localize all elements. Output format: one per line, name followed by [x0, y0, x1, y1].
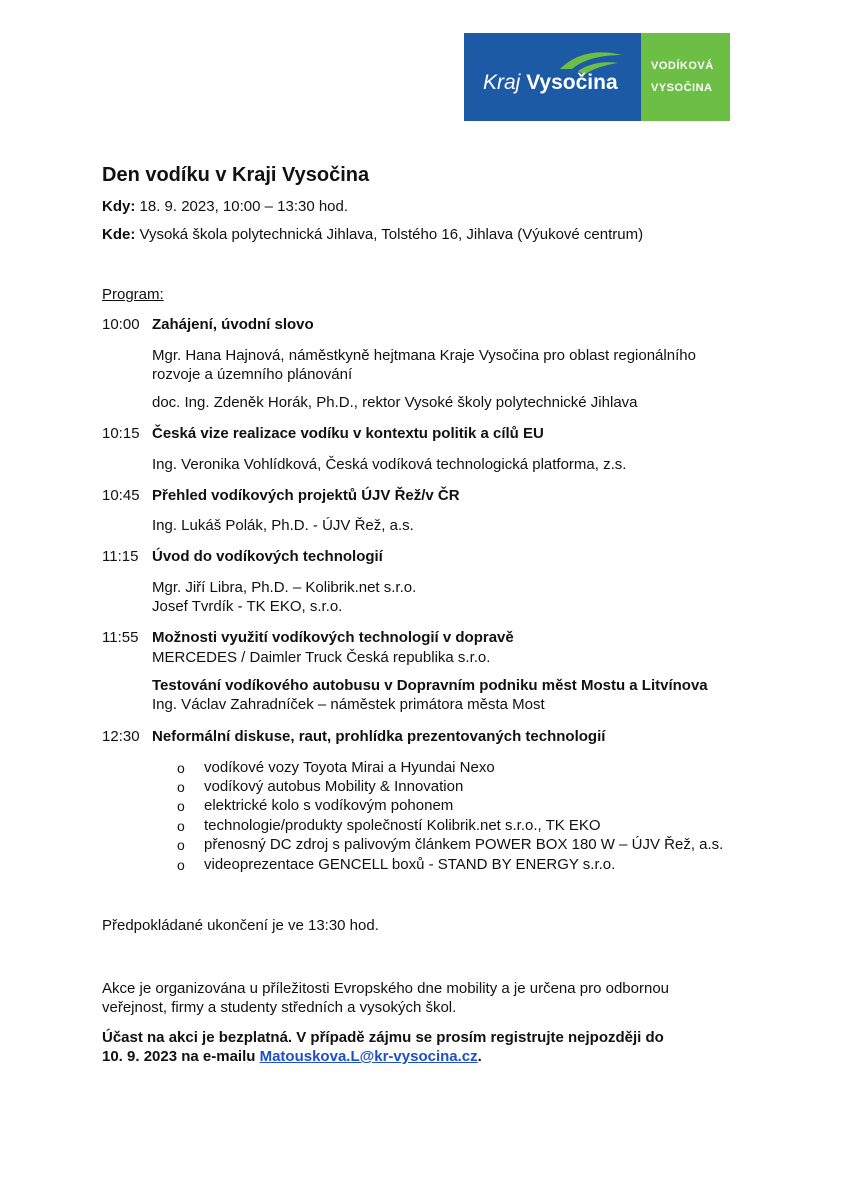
- program-speaker: Ing. Veronika Vohlídková, Česká vodíková technologická platforma, z.s.: [152, 456, 627, 473]
- program-speaker: Mgr. Jiří Libra, Ph.D. – Kolibrik.net s.r.o.: [152, 579, 417, 596]
- bullet-icon: o: [177, 760, 185, 776]
- where-value: Vysoká škola polytechnická Jihlava, Tolstého 16, Jihlava (Výukové centrum): [139, 226, 644, 243]
- bullet-icon: o: [177, 798, 185, 814]
- bullet-icon: o: [177, 818, 185, 834]
- program-time: 11:55: [102, 629, 139, 646]
- list-item: přenosný DC zdroj s palivovým článkem POWER BOX 180 W – ÚJV Řež, a.s.: [204, 836, 724, 853]
- program-title: Přehled vodíkových projektů ÚJV Řež/v ČR: [152, 487, 460, 504]
- list-item: videoprezentace GENCELL boxů - STAND BY ENERGY s.r.o.: [204, 856, 616, 873]
- program-title: Úvod do vodíkových technologií: [152, 548, 383, 565]
- list-item: technologie/produkty společností Kolibrik.net s.r.o., TK EKO: [204, 817, 601, 834]
- list-item: vodíkový autobus Mobility & Innovation: [204, 778, 464, 795]
- program-speaker: Mgr. Hana Hajnová, náměstkyně hejtmana Kraje Vysočina pro oblast regionálního: [152, 347, 696, 364]
- program-title: Česká vize realizace vodíku v kontextu politik a cílů EU: [152, 425, 544, 442]
- program-speaker: Ing. Lukáš Polák, Ph.D. - ÚJV Řež, a.s.: [152, 517, 414, 534]
- when-line: [102, 198, 348, 215]
- program-subtitle: Testování vodíkového autobusu v Dopravním podniku měst Mostu a Litvínova: [152, 677, 708, 694]
- logo-text: [483, 71, 618, 95]
- program-title: Možnosti využití vodíkových technologií v dopravě: [152, 629, 514, 646]
- program-time: 12:30: [102, 728, 140, 745]
- program-time: 10:45: [102, 487, 140, 504]
- program-speaker: MERCEDES / Daimler Truck Česká republika s.r.o.: [152, 649, 491, 666]
- program-time: 10:15: [102, 425, 140, 442]
- list-item: elektrické kolo s vodíkovým pohonem: [204, 797, 454, 814]
- email-link[interactable]: Matouskova.L@kr-vysocina.cz: [259, 1048, 478, 1065]
- logo-vysocina: Vysočina: [526, 71, 618, 94]
- logo-kraj-vysocina: [464, 33, 641, 121]
- registration-line: Účast na akci je bezplatná. V případě zájmu se prosím registrujte nejpozději do: [102, 1029, 664, 1046]
- bullet-icon: o: [177, 857, 185, 873]
- registration-line: [102, 1048, 482, 1065]
- logo-kraj: Kraj: [483, 71, 521, 94]
- program-time: 11:15: [102, 548, 139, 565]
- footer-paragraph-line: veřejnost, firmy a studenty středních a vysokých škol.: [102, 999, 457, 1016]
- where-line: [102, 226, 643, 243]
- where-label: Kde:: [102, 226, 136, 243]
- logo-badge-line2: VYSOČINA: [651, 82, 713, 94]
- registration-suffix: .: [477, 1048, 482, 1065]
- logo-badge: [641, 33, 730, 121]
- program-speaker: doc. Ing. Zdeněk Horák, Ph.D., rektor Vysoké školy polytechnické Jihlava: [152, 394, 638, 411]
- program-title: Neformální diskuse, raut, prohlídka prezentovaných technologií: [152, 728, 606, 745]
- registration-prefix: 10. 9. 2023 na e-mailu: [102, 1048, 256, 1065]
- program-speaker: rozvoje a územního plánování: [152, 366, 353, 383]
- program-time: 10:00: [102, 316, 140, 333]
- logo: [464, 33, 730, 121]
- program-title: Zahájení, úvodní slovo: [152, 316, 314, 333]
- end-note: Předpokládané ukončení je ve 13:30 hod.: [102, 917, 379, 934]
- program-label: Program:: [102, 286, 164, 303]
- bullet-icon: o: [177, 779, 185, 795]
- page-title: Den vodíku v Kraji Vysočina: [102, 164, 370, 186]
- program-speaker: Ing. Václav Zahradníček – náměstek primátora města Most: [152, 696, 545, 713]
- footer-paragraph-line: Akce je organizována u příležitosti Evropského dne mobility a je určena pro odbornou: [102, 980, 669, 997]
- program-speaker: Josef Tvrdík - TK EKO, s.r.o.: [152, 598, 343, 615]
- list-item: vodíkové vozy Toyota Mirai a Hyundai Nexo: [204, 759, 495, 776]
- when-value: 18. 9. 2023, 10:00 – 13:30 hod.: [139, 198, 349, 215]
- bullet-icon: o: [177, 837, 185, 853]
- when-label: Kdy:: [102, 198, 136, 215]
- logo-badge-line1: VODÍKOVÁ: [651, 60, 714, 72]
